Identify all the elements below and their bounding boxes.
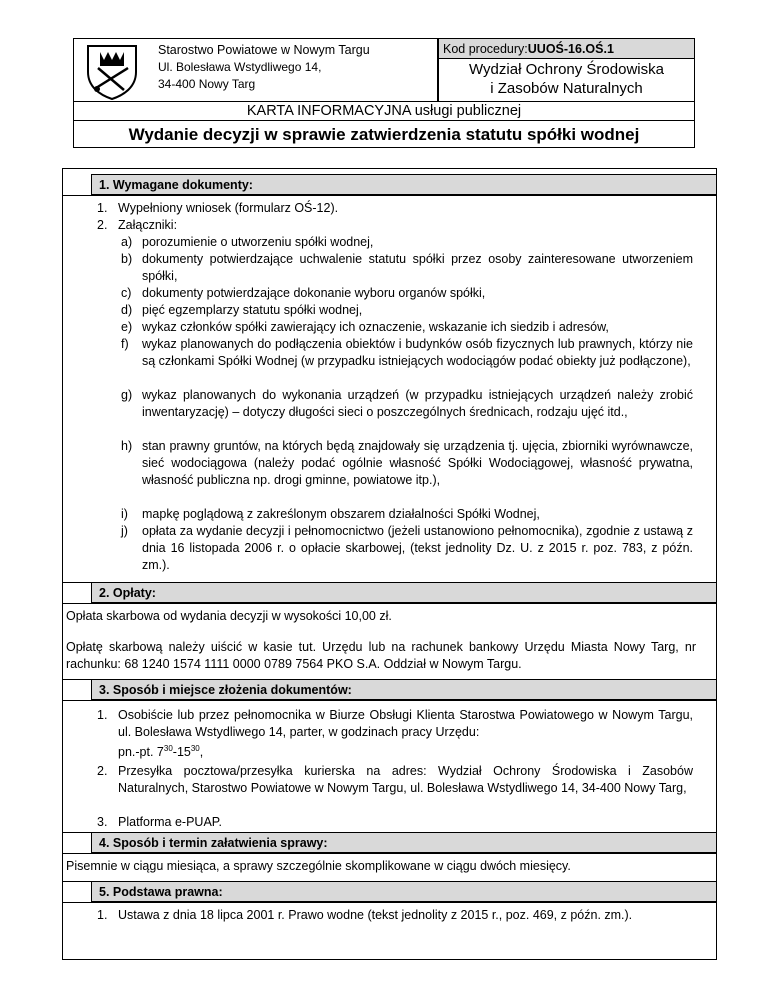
s1-sub-h: stan prawny gruntów, na których będą znajdowały się urządzenia tj. ujęcia, zbiorniki wyrównawcze, sieć wodociągowa (należy podać ogólnie własność Spółki Wodociągowej, własność prywatna, własność publiczna np. drogi gminne, powiatowe itp.), bbox=[142, 439, 693, 487]
s5-item-1: Ustawa z dnia 18 lipca 2001 r. Prawo wodne (tekst jednolity z 2015 r., poz. 469, z późn. zm.). bbox=[118, 908, 633, 922]
s1-sub-c: dokumenty potwierdzające dokonanie wyboru organów spółki, bbox=[142, 286, 486, 300]
list-letter: i) bbox=[121, 507, 128, 521]
s1-item-2: Załączniki: bbox=[118, 218, 178, 232]
section-5-divider bbox=[62, 902, 717, 903]
list-letter: b) bbox=[121, 252, 133, 266]
list-letter: f) bbox=[121, 337, 129, 351]
list-letter: d) bbox=[121, 303, 133, 317]
s2-fee-text: Opłata skarbowa od wydania decyzji w wysokości 10,00 zł. bbox=[66, 609, 392, 623]
list-number: 2. bbox=[97, 764, 108, 778]
list-letter: j) bbox=[121, 524, 128, 538]
list-letter: e) bbox=[121, 320, 133, 334]
section-3-divider bbox=[62, 700, 717, 701]
section-3-heading: 3. Sposób i miejsce złożenia dokumentów: bbox=[91, 679, 717, 700]
list-number: 3. bbox=[97, 815, 108, 829]
section-1-heading: 1. Wymagane dokumenty: bbox=[91, 174, 717, 195]
service-title: Wydanie decyzji w sprawie zatwierdzenia statutu spółki wodnej bbox=[73, 120, 695, 148]
s1-sub-d: pięć egzemplarzy statutu spółki wodnej, bbox=[142, 303, 363, 317]
procedure-code-row bbox=[439, 39, 694, 59]
s1-sub-b: dokumenty potwierdzające uchwalenie statutu spółki przez osoby zainteresowane utworzeniem spółki, bbox=[142, 252, 693, 283]
address-line-2: 34-400 Nowy Targ bbox=[158, 77, 256, 91]
institution-block bbox=[158, 42, 370, 93]
section-4-divider bbox=[62, 853, 717, 854]
list-number: 1. bbox=[97, 201, 108, 215]
department-line-1: Wydział Ochrony Środowiska bbox=[469, 61, 664, 78]
section-4-heading: 4. Sposób i termin załatwienia sprawy: bbox=[91, 832, 717, 853]
department-name bbox=[438, 60, 695, 98]
s1-sub-f: wykaz planowanych do podłączenia obiektów i budynków osób fizycznych lub prawnych, którzy nie są członkami Spółki Wodnej (w przypadku istniejących wodociągów podać obiekty już podłączone), bbox=[142, 337, 693, 368]
section-2-heading: 2. Opłaty: bbox=[91, 582, 717, 603]
list-letter: c) bbox=[121, 286, 132, 300]
list-number: 1. bbox=[97, 708, 108, 722]
list-number: 1. bbox=[97, 908, 108, 922]
procedure-code: UUOŚ-16.OŚ.1 bbox=[527, 42, 614, 56]
s1-sub-e: wykaz członków spółki zawierający ich oznaczenie, wskazanie ich siedzib i adresów, bbox=[142, 320, 609, 334]
procedure-label: Kod procedury: bbox=[443, 42, 528, 56]
address-line-1: Ul. Bolesława Wstydliwego 14, bbox=[158, 60, 322, 74]
department-line-2: i Zasobów Naturalnych bbox=[490, 80, 643, 97]
hours-suffix: , bbox=[199, 745, 204, 759]
list-number: 2. bbox=[97, 218, 108, 232]
s3-item-3: Platforma e-PUAP. bbox=[118, 815, 222, 829]
s3-item-1: Osobiście lub przez pełnomocnika w Biurze Obsługi Klienta Starostwa Powiatowego w Nowym Targu, ul. Bolesława Wstydliwego 14, parter, w godzinach pracy Urzędu: bbox=[118, 708, 693, 739]
hours-mid: -15 bbox=[172, 745, 191, 759]
institution-name: Starostwo Powiatowe w Nowym Targu bbox=[158, 43, 370, 57]
card-title: KARTA INFORMACYJNA usługi publicznej bbox=[73, 101, 695, 121]
s1-sub-i: mapkę poglądową z zakreślonym obszarem działalności Spółki Wodnej, bbox=[142, 507, 540, 521]
s3-item-2: Przesyłka pocztowa/przesyłka kurierska na adres: Wydział Ochrony Środowiska i Zasobów Naturalnych, Starostwo Powiatowe w Nowym Targu, ul. Bolesława Wstydliwego 14, 34-400 Nowy Targ, bbox=[118, 764, 693, 795]
s1-sub-a: porozumienie o utworzeniu spółki wodnej, bbox=[142, 235, 374, 249]
s1-sub-j: opłata za wydanie decyzji i pełnomocnictwo (jeżeli ustanowiono pełnomocnika), zgodnie z ustawą z dnia 16 listopada 2006 r. o opłacie skarbowej, (tekst jednolity Dz. U. z 2015 r. poz. 783, z późn. zm.). bbox=[142, 524, 693, 572]
hours-sup-2: 30 bbox=[190, 743, 200, 753]
hours-sup-1: 30 bbox=[163, 743, 173, 753]
section-1-divider bbox=[62, 195, 717, 196]
s3-office-hours bbox=[118, 744, 693, 761]
hours-prefix: pn.-pt. 7 bbox=[118, 745, 164, 759]
list-letter: h) bbox=[121, 439, 133, 453]
s1-item-1: Wypełniony wniosek (formularz OŚ-12). bbox=[118, 201, 339, 215]
coat-of-arms-logo bbox=[84, 42, 140, 100]
list-letter: a) bbox=[121, 235, 133, 249]
s4-text: Pisemnie w ciągu miesiąca, a sprawy szczególnie skomplikowane w ciągu dwóch miesięcy. bbox=[66, 859, 571, 873]
list-letter: g) bbox=[121, 388, 133, 402]
section-5-heading: 5. Podstawa prawna: bbox=[91, 881, 717, 902]
s1-sub-g: wykaz planowanych do wykonania urządzeń (w przypadku istniejących urządzeń należy zrobić inwentaryzację) – dotyczy długości sieci o poszczególnych średnicach, rodzaju ujęć itd., bbox=[142, 388, 693, 419]
section-2-divider bbox=[62, 603, 717, 604]
s2-payment-text: Opłatę skarbową należy uiścić w kasie tut. Urzędu lub na rachunek bankowy Urzędu Miasta Nowy Targ, nr rachunku: 68 1240 1574 1111 0000 0789 7564 PKO S.A. Oddział w Nowym Targu. bbox=[66, 640, 696, 671]
